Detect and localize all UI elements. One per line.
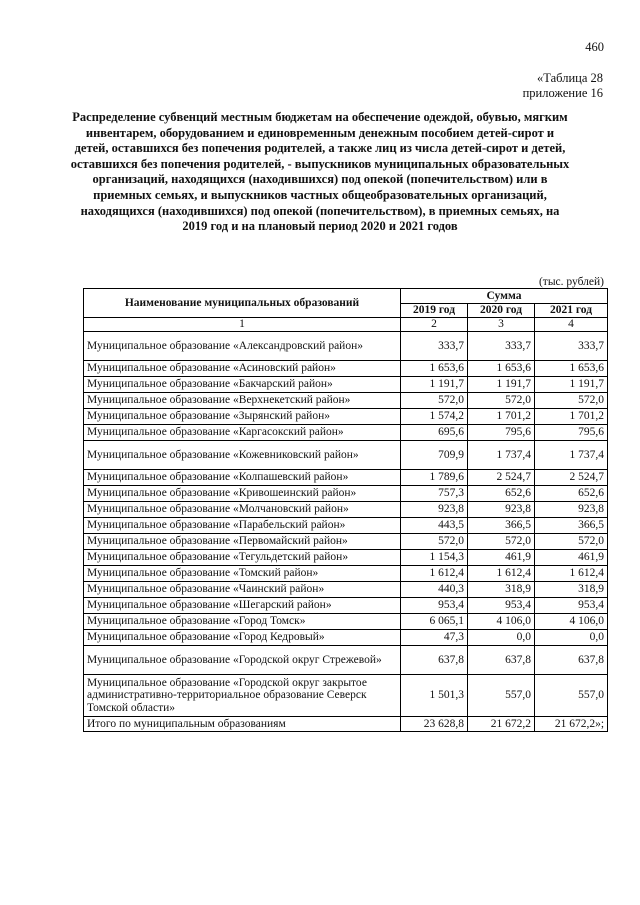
table-row (84, 332, 608, 361)
table-row (84, 425, 608, 441)
table-row (84, 534, 608, 550)
value-2020: 923,8 (468, 502, 535, 518)
value-2019: 1 191,7 (401, 377, 468, 393)
appendix-line-2: приложение 16 (522, 86, 603, 100)
table-row (84, 550, 608, 566)
value-2020: 2 524,7 (468, 470, 535, 486)
table-row (84, 377, 608, 393)
value-2020: 333,7 (468, 332, 535, 361)
value-2020: 1 701,2 (468, 409, 535, 425)
municipality-name: Муниципальное образование «Шегарский район» (84, 598, 401, 614)
total-2020: 21 672,2 (468, 717, 535, 732)
value-2019: 443,5 (401, 518, 468, 534)
value-2019: 695,6 (401, 425, 468, 441)
value-2019: 1 789,6 (401, 470, 468, 486)
value-2021: 557,0 (535, 675, 608, 717)
column-index-2: 2 (401, 318, 468, 332)
value-2020: 1 737,4 (468, 441, 535, 470)
total-row (84, 717, 608, 732)
total-label: Итого по муниципальным образованиям (84, 717, 401, 732)
value-2019: 757,3 (401, 486, 468, 502)
municipality-name: Муниципальное образование «Колпашевский район» (84, 470, 401, 486)
table-row (84, 614, 608, 630)
value-2020: 1 191,7 (468, 377, 535, 393)
value-2019: 333,7 (401, 332, 468, 361)
municipality-name: Муниципальное образование «Кривошеинский район» (84, 486, 401, 502)
value-2020: 4 106,0 (468, 614, 535, 630)
municipality-name: Муниципальное образование «Чаинский район» (84, 582, 401, 598)
value-2021: 1 191,7 (535, 377, 608, 393)
value-2019: 709,9 (401, 441, 468, 470)
value-2019: 953,4 (401, 598, 468, 614)
municipality-name: Муниципальное образование «Каргасокский район» (84, 425, 401, 441)
municipality-name: Муниципальное образование «Верхнекетский район» (84, 393, 401, 409)
municipality-name: Муниципальное образование «Молчановский район» (84, 502, 401, 518)
value-2020: 1 612,4 (468, 566, 535, 582)
table-row (84, 409, 608, 425)
page-number: 460 (585, 40, 604, 54)
value-2020: 318,9 (468, 582, 535, 598)
value-2019: 6 065,1 (401, 614, 468, 630)
column-index-1: 1 (84, 318, 401, 332)
table-row (84, 675, 608, 717)
value-2021: 923,8 (535, 502, 608, 518)
header-year-2020: 2020 год (468, 304, 535, 318)
value-2020: 652,6 (468, 486, 535, 502)
value-2021: 795,6 (535, 425, 608, 441)
document-title: Распределение субвенций местным бюджетам на обеспечение одеждой, обувью, мягким инвентарем, оборудованием и единовременным денежным пособием детей-сирот и детей, оставшихся без попечения родителей, а также лиц из числа детей-сирот и детей, оставшихся без попечения родителей, - выпускников муниципальных образовательных организаций, находящихся (находившихся) под опекой (попечительством) или в приемных семьях, и выпускников частных общеобразовательных организаций, находящихся (находившихся) под опекой (попечительством), в приемных семьях, на 2019 год и на плановый период 2020 и 2021 годов (70, 110, 570, 234)
header-year-2019: 2019 год (401, 304, 468, 318)
table-row (84, 566, 608, 582)
value-2021: 1 701,2 (535, 409, 608, 425)
value-2019: 1 154,3 (401, 550, 468, 566)
table-row (84, 518, 608, 534)
value-2021: 953,4 (535, 598, 608, 614)
total-2019: 23 628,8 (401, 717, 468, 732)
table-row (84, 361, 608, 377)
value-2019: 572,0 (401, 534, 468, 550)
value-2019: 1 612,4 (401, 566, 468, 582)
value-2020: 795,6 (468, 425, 535, 441)
value-2019: 1 653,6 (401, 361, 468, 377)
value-2021: 1 612,4 (535, 566, 608, 582)
value-2020: 557,0 (468, 675, 535, 717)
value-2021: 2 524,7 (535, 470, 608, 486)
value-2021: 318,9 (535, 582, 608, 598)
municipality-name: Муниципальное образование «Томский район» (84, 566, 401, 582)
municipality-name: Муниципальное образование «Александровский район» (84, 332, 401, 361)
header-sum: Сумма (401, 289, 608, 304)
subsidy-table (83, 288, 608, 732)
municipality-name: Муниципальное образование «Город Кедровый» (84, 630, 401, 646)
table-row (84, 646, 608, 675)
value-2020: 1 653,6 (468, 361, 535, 377)
value-2020: 572,0 (468, 393, 535, 409)
municipality-name: Муниципальное образование «Городской округ Стрежевой» (84, 646, 401, 675)
value-2021: 461,9 (535, 550, 608, 566)
value-2019: 440,3 (401, 582, 468, 598)
column-index-3: 3 (468, 318, 535, 332)
municipality-name: Муниципальное образование «Асиновский район» (84, 361, 401, 377)
value-2019: 923,8 (401, 502, 468, 518)
municipality-name: Муниципальное образование «Кожевниковский район» (84, 441, 401, 470)
table-row (84, 502, 608, 518)
units-label: (тыс. рублей) (538, 276, 604, 288)
header-year-2021: 2021 год (535, 304, 608, 318)
header-municipality: Наименование муниципальных образований (84, 289, 401, 318)
appendix-reference (523, 71, 603, 101)
value-2021: 4 106,0 (535, 614, 608, 630)
municipality-name: Муниципальное образование «Парабельский район» (84, 518, 401, 534)
table-row (84, 470, 608, 486)
municipality-name: Муниципальное образование «Зырянский район» (84, 409, 401, 425)
table-row (84, 598, 608, 614)
value-2021: 366,5 (535, 518, 608, 534)
value-2021: 1 737,4 (535, 441, 608, 470)
value-2021: 572,0 (535, 534, 608, 550)
table-row (84, 630, 608, 646)
table-row (84, 486, 608, 502)
value-2019: 1 574,2 (401, 409, 468, 425)
value-2021: 333,7 (535, 332, 608, 361)
table-row (84, 441, 608, 470)
value-2019: 572,0 (401, 393, 468, 409)
municipality-name: Муниципальное образование «Первомайский район» (84, 534, 401, 550)
value-2019: 1 501,3 (401, 675, 468, 717)
value-2020: 461,9 (468, 550, 535, 566)
value-2021: 0,0 (535, 630, 608, 646)
municipality-name: Муниципальное образование «Город Томск» (84, 614, 401, 630)
table-row (84, 393, 608, 409)
value-2019: 47,3 (401, 630, 468, 646)
municipality-name: Муниципальное образование «Тегульдетский район» (84, 550, 401, 566)
appendix-line-1: «Таблица 28 (537, 71, 603, 85)
value-2021: 572,0 (535, 393, 608, 409)
value-2020: 637,8 (468, 646, 535, 675)
municipality-name: Муниципальное образование «Бакчарский район» (84, 377, 401, 393)
value-2020: 572,0 (468, 534, 535, 550)
value-2020: 0,0 (468, 630, 535, 646)
value-2020: 366,5 (468, 518, 535, 534)
value-2020: 953,4 (468, 598, 535, 614)
municipality-name: Муниципальное образование «Городской округ закрытое административно-территориальное образование Северск Томской области» (84, 675, 401, 717)
value-2021: 637,8 (535, 646, 608, 675)
value-2021: 652,6 (535, 486, 608, 502)
column-index-4: 4 (535, 318, 608, 332)
table-row (84, 582, 608, 598)
value-2021: 1 653,6 (535, 361, 608, 377)
total-2021: 21 672,2»; (535, 717, 608, 732)
value-2019: 637,8 (401, 646, 468, 675)
